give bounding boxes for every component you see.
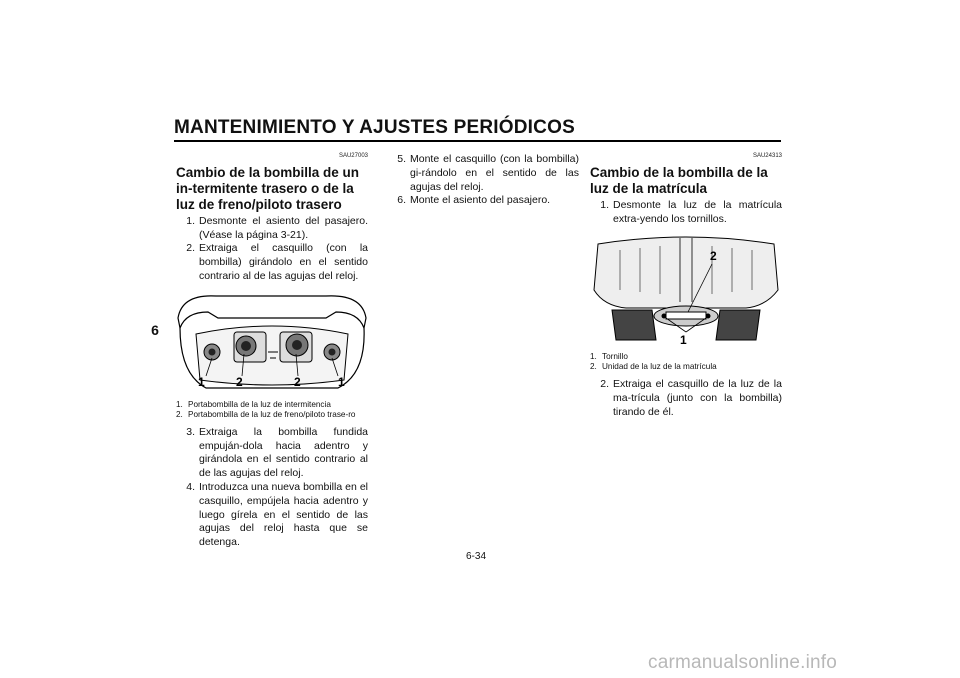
section-code: SAU27003 <box>338 153 368 159</box>
steps-list-d <box>590 199 782 227</box>
screw-right <box>706 314 711 319</box>
legend-item: 2. Portabombilla de la luz de freno/piloto trase-ro <box>176 409 356 419</box>
page-number: 6-34 <box>466 551 487 562</box>
list-item: 1. Desmonte la luz de la matrícula extra-yendo los tornillos. <box>600 198 782 225</box>
right-column <box>590 150 782 420</box>
license-plate-light-figure <box>590 230 782 350</box>
figure-label: 1 <box>338 374 345 389</box>
rear-fender <box>594 237 778 308</box>
steps-list-c <box>387 153 579 208</box>
turn-signal-right <box>716 310 760 340</box>
rear-light-bulb-holders-figure <box>176 288 368 398</box>
turn-signal-left <box>612 310 656 340</box>
figure-label: 1 <box>680 333 687 348</box>
list-item: 1. Desmonte el asiento del pasajero. (Véase la página 3-21). <box>186 214 368 241</box>
license-lens <box>666 312 706 319</box>
figure-legend <box>176 400 368 420</box>
header-rule <box>174 140 781 142</box>
holder-hub <box>329 348 336 355</box>
figure-legend <box>590 352 782 372</box>
figure-label: 1 <box>198 374 205 389</box>
holder-hub <box>241 341 251 351</box>
legend-item: 1. Portabombilla de la luz de intermitencia <box>176 399 331 409</box>
list-item: 3. Extraiga la bombilla fundida empuján-dola hacia adentro y girándola en el sentido contrario al de las agujas del reloj. <box>186 425 368 480</box>
figure-label: 2 <box>236 374 243 389</box>
list-item: 2. Extraiga el casquillo (con la bombilla) girándolo en el sentido contrario al de las agujas del reloj. <box>186 242 368 282</box>
middle-column <box>387 153 579 208</box>
steps-list-b <box>176 426 368 550</box>
steps-list-e <box>590 378 782 419</box>
section-title-license-light: Cambio de la bombilla de la luz de la matrícula <box>590 164 768 196</box>
holder-hub <box>292 340 302 350</box>
holder-hub <box>209 348 216 355</box>
grab-rail <box>178 296 366 328</box>
screw-left <box>662 314 667 319</box>
figure-label: 2 <box>710 249 717 264</box>
legend-item: 1. Tornillo <box>590 352 628 362</box>
page-header-title: MANTENIMIENTO Y AJUSTES PERIÓDICOS <box>174 117 575 138</box>
chapter-tab: 6 <box>151 322 159 338</box>
list-item: 5. Monte el casquillo (con la bombilla) gi-rándolo en el sentido de las agujas del reloj. <box>397 153 579 193</box>
figure-label: 2 <box>294 374 301 389</box>
section-title-tail-light: Cambio de la bombilla de un in-termitente trasero o de la luz de freno/piloto trasero <box>176 164 360 212</box>
list-item: 4. Introduzca una nueva bombilla en el casquillo, empújela hacia adentro y luego gírela en el sentido de las agujas del reloj hasta que se detenga. <box>186 480 368 549</box>
left-column <box>176 150 368 550</box>
steps-list-a <box>176 215 368 284</box>
watermark: carmanualsonline.info <box>648 652 838 673</box>
section-code: SAU24313 <box>752 153 782 159</box>
legend-item: 2. Unidad de la luz de la matrícula <box>590 362 717 372</box>
list-item: 6. Monte el asiento del pasajero. <box>397 194 551 207</box>
list-item: 2. Extraiga el casquillo de la luz de la ma-trícula (junto con la bombilla) tirando de él. <box>600 378 782 418</box>
